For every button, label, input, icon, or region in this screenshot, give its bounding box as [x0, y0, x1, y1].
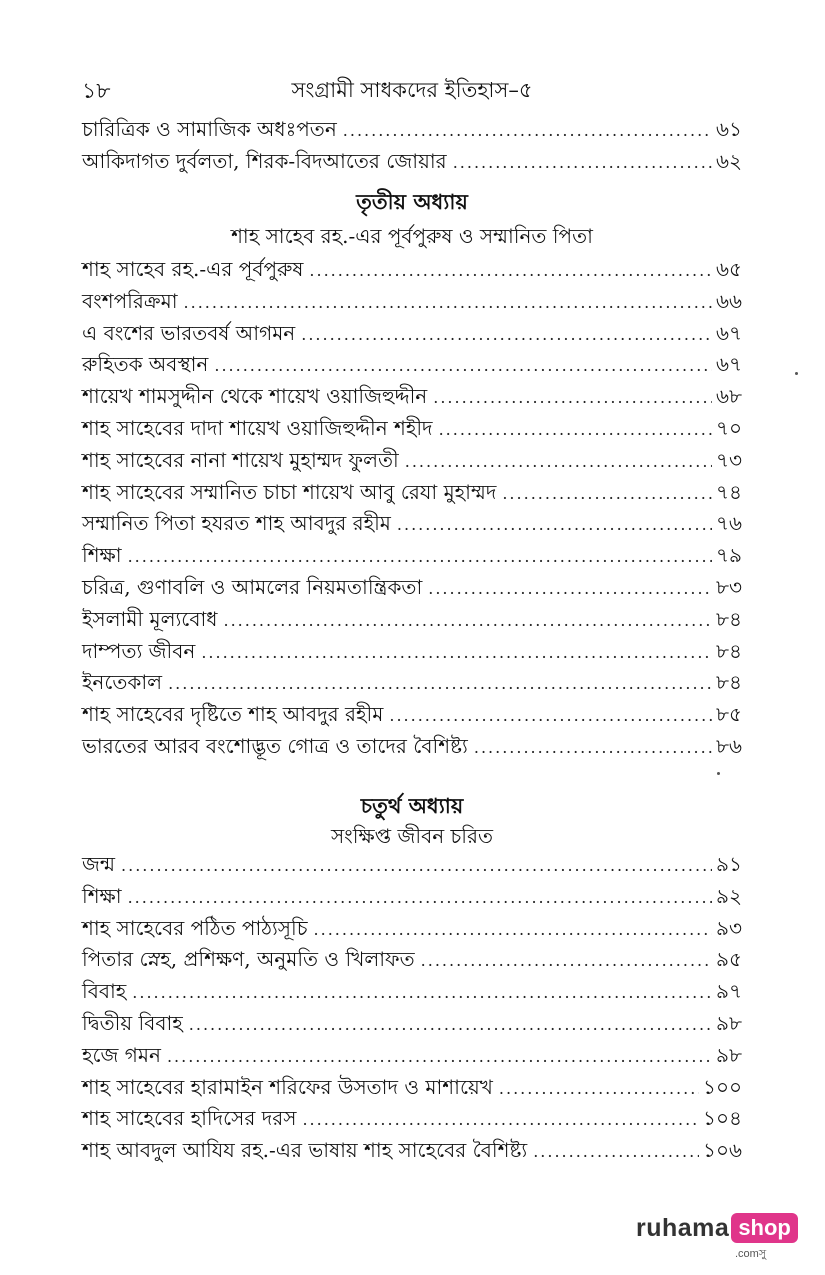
toc-entry-page: ৬৫	[716, 257, 742, 281]
toc-entry-title: চারিত্রিক ও সামাজিক অধঃপতন	[82, 117, 337, 141]
toc-entry	[82, 573, 742, 605]
toc-entry-title: দ্বিতীয় বিবাহ	[82, 1010, 183, 1035]
toc-entry-title: পিতার স্নেহ, প্রশিক্ষণ, অনুমতি ও খিলাফত	[82, 947, 415, 972]
toc-entry-title: শাহ সাহেবের পঠিত পাঠ্যসূচি	[82, 915, 308, 940]
chapter3-heading: তৃতীয় অধ্যায়	[356, 189, 468, 214]
intro-toc	[82, 115, 742, 179]
toc-entry	[82, 1009, 742, 1041]
paper-speck	[717, 772, 720, 775]
toc-entry-title: দাম্পত্য জীবন	[82, 638, 196, 663]
toc-entry-title: শাহ সাহেবের হারামাইন শরিফের উসতাদ ও মাশায়েখ	[82, 1074, 493, 1099]
toc-entry	[82, 637, 742, 669]
toc-entry-title: হজে গমন	[82, 1042, 161, 1067]
toc-entry	[82, 977, 742, 1009]
dot-leader	[189, 1015, 712, 1034]
toc-entry-title: বিবাহ	[82, 979, 127, 1004]
dot-leader	[184, 293, 712, 312]
dot-leader	[314, 920, 712, 939]
toc-entry-title: আকিদাগত দুর্বলতা, শিরক-বিদআতের জোয়ার	[82, 148, 447, 173]
toc-entry	[82, 732, 742, 764]
dot-leader	[132, 983, 712, 1002]
toc-entry-page: ৯৮	[716, 1042, 742, 1067]
toc-entry-page: ৮৫	[716, 702, 742, 727]
toc-entry	[82, 700, 742, 732]
toc-entry	[82, 1136, 742, 1168]
toc-entry-page: ৯৮	[716, 1010, 742, 1035]
toc-entry-page: ১০৬	[703, 1138, 742, 1163]
toc-entry-page: ৬২	[715, 148, 742, 173]
toc-entry	[82, 914, 742, 946]
toc-entry	[82, 319, 742, 351]
toc-entry-page: ৯১	[716, 852, 742, 876]
toc-entry	[82, 1104, 742, 1136]
page-header	[82, 68, 742, 108]
toc-entry	[82, 605, 742, 637]
toc-entry-page: ৭৯	[716, 543, 742, 568]
dot-leader	[428, 579, 712, 598]
toc-entry-page: ৮৪	[716, 638, 742, 663]
toc-entry-page: ৯৩	[716, 915, 742, 940]
toc-entry-page: ৬৭	[715, 352, 742, 377]
toc-entry-page: ৭৩	[715, 447, 742, 472]
dot-leader	[128, 888, 712, 907]
toc-entry	[82, 255, 742, 287]
toc-entry-title: শাহ আবদুল আযিয রহ.-এর ভাষায় শাহ সাহেবের বৈশিষ্ট্য	[82, 1138, 528, 1163]
chapter3-subtitle: শাহ সাহেব রহ.-এর পূর্বপুরুষ ও সম্মানিত পিতা	[231, 224, 593, 248]
toc-entry-page: ৯২	[716, 883, 742, 908]
dot-leader	[302, 1110, 699, 1129]
dot-leader	[224, 611, 713, 630]
watermark-domain: .comসু	[735, 1248, 767, 1260]
toc-entry-page: ৭০	[715, 415, 742, 440]
toc-entry-page: ৬৮	[716, 384, 742, 409]
toc-entry-page: ১০০	[703, 1074, 742, 1099]
toc-entry	[82, 882, 742, 914]
toc-entry	[82, 478, 742, 510]
toc-entry-page: ৭৪	[716, 479, 742, 504]
dot-leader	[389, 706, 712, 725]
toc-entry-page: ৬৬	[715, 288, 742, 313]
toc-entry	[82, 147, 742, 179]
dot-leader	[309, 261, 712, 280]
dot-leader	[301, 325, 712, 344]
watermark-brand-box: shop	[731, 1213, 798, 1243]
toc-entry-page: ৮৪	[716, 606, 742, 631]
toc-entry	[82, 115, 742, 147]
toc-entry-page: ১০৪	[703, 1106, 742, 1131]
toc-entry	[82, 287, 742, 319]
dot-leader	[499, 1079, 699, 1098]
toc-entry-title: ভারতের আরব বংশোদ্ভূত গোত্র ও তাদের বৈশিষ্ট্য	[82, 733, 468, 758]
chapter4-heading: চতুর্থ অধ্যায়	[360, 793, 464, 818]
toc-entry-title: রুহিতক অবস্থান	[82, 352, 209, 377]
dot-leader	[214, 356, 712, 375]
toc-entry-title: শাহ সাহেবের সম্মানিত চাচা শায়েখ আবু রেযা মুহাম্মদ	[82, 479, 497, 504]
toc-entry	[82, 509, 742, 541]
dot-leader	[343, 121, 712, 140]
dot-leader	[128, 547, 712, 566]
chapter4-subtitle: সংক্ষিপ্ত জীবন চরিত	[330, 824, 494, 848]
paper-speck	[795, 372, 798, 375]
toc-entry	[82, 350, 742, 382]
running-title: সংগ্রামী সাধকদের ইতিহাস–৫	[291, 78, 533, 102]
toc-entry	[82, 382, 742, 414]
watermark-brand-text: ruhama	[636, 1213, 730, 1242]
toc-entry-title: শাহ সাহেবের নানা শায়েখ মুহাম্মদ ফুলতী	[82, 447, 399, 472]
page-number: ১৮	[82, 79, 111, 104]
toc-entry	[82, 668, 742, 700]
toc-entry	[82, 446, 742, 478]
dot-leader	[433, 388, 712, 407]
dot-leader	[201, 643, 712, 662]
toc-entry	[82, 850, 742, 882]
toc-entry-page: ৯৫	[716, 947, 742, 972]
toc-entry-page: ৭৬	[715, 511, 742, 536]
toc-entry-title: এ বংশের ভারতবর্ষ আগমন	[82, 320, 296, 345]
toc-entry-title: শায়েখ শামসুদ্দীন থেকে শায়েখ ওয়াজিহুদ্দীন	[82, 384, 428, 409]
toc-entry-title: শাহ সাহেব রহ.-এর পূর্বপুরুষ	[82, 257, 304, 281]
dot-leader	[167, 1047, 712, 1066]
toc-entry-title: শিক্ষা	[82, 543, 122, 568]
toc-entry-title: শাহ সাহেবের দৃষ্টিতে শাহ আবদুর রহীম	[82, 702, 384, 727]
toc-entry	[82, 945, 742, 977]
dot-leader	[502, 484, 712, 503]
toc-entry-title: চরিত্র, গুণাবলি ও আমলের নিয়মতান্ত্রিকতা	[82, 574, 423, 599]
chapter3-toc	[82, 255, 742, 764]
dot-leader	[397, 515, 712, 534]
toc-entry-title: ইসলামী মূল্যবোধ	[82, 606, 218, 631]
dot-leader	[168, 674, 712, 693]
dot-leader	[421, 951, 712, 970]
toc-entry	[82, 1073, 742, 1105]
dot-leader	[533, 1142, 699, 1161]
toc-entry-page: ৬১	[716, 117, 742, 141]
dot-leader	[453, 153, 712, 172]
dot-leader	[474, 738, 712, 757]
toc-entry-title: বংশপরিক্রমা	[82, 288, 178, 313]
watermark-logo	[636, 1211, 798, 1245]
chapter4-toc	[82, 850, 742, 1168]
toc-entry-title: শিক্ষা	[82, 883, 122, 908]
toc-entry-page: ৬৭	[715, 320, 742, 345]
toc-entry-page: ৯৭	[716, 979, 742, 1004]
toc-entry-page: ৮৬	[716, 733, 742, 758]
dot-leader	[405, 452, 712, 471]
toc-entry-title: সম্মানিত পিতা হযরত শাহ আবদুর রহীম	[82, 511, 391, 536]
toc-entry-page: ৮৩	[716, 574, 742, 599]
toc-entry-title: শাহ সাহেবের হাদিসের দরস	[82, 1106, 297, 1131]
toc-entry-title: ইনতেকাল	[82, 670, 163, 695]
toc-entry-title: শাহ সাহেবের দাদা শায়েখ ওয়াজিহুদ্দীন শহীদ	[82, 415, 433, 440]
toc-entry	[82, 1041, 742, 1073]
toc-entry-title: জন্ম	[82, 852, 116, 876]
dot-leader	[121, 856, 712, 875]
toc-entry-page: ৮৪	[716, 670, 742, 695]
toc-entry	[82, 414, 742, 446]
dot-leader	[439, 420, 712, 439]
toc-entry	[82, 541, 742, 573]
